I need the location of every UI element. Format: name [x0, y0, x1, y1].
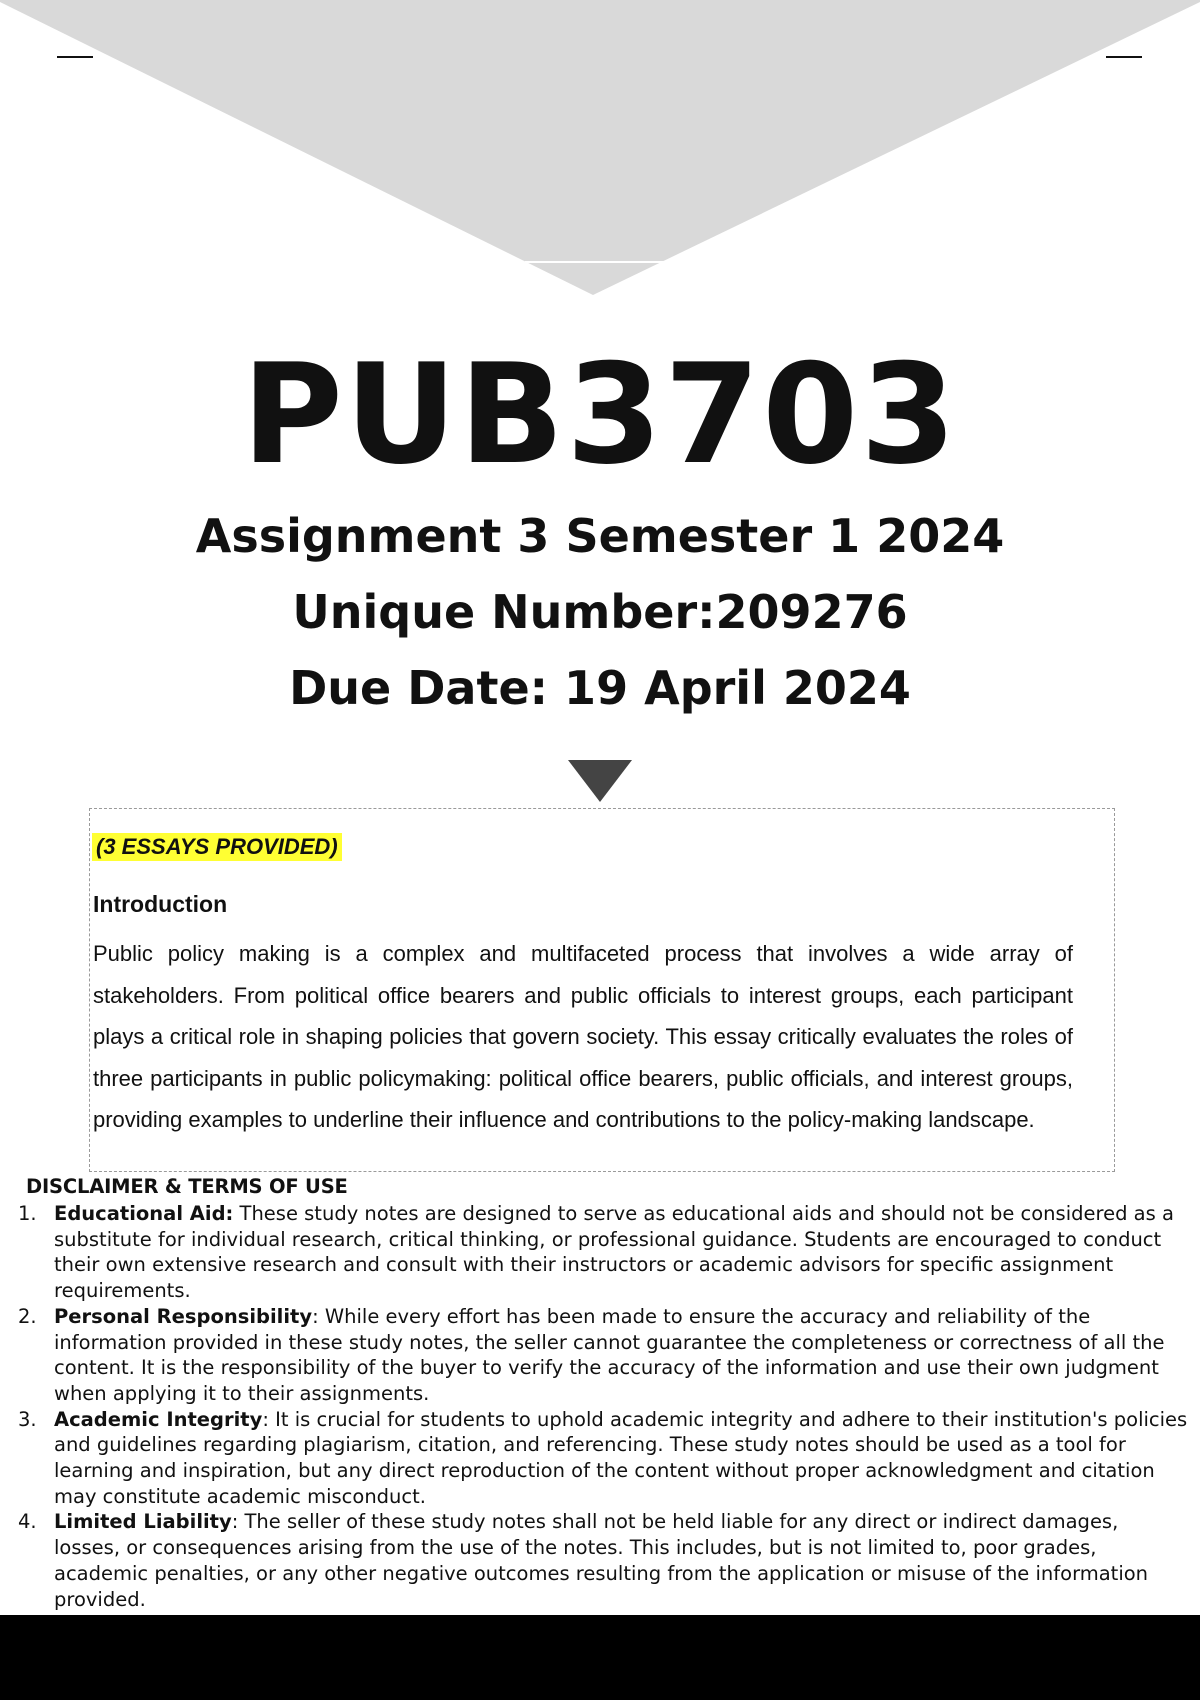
assignment-subtitle: Assignment 3 Semester 1 2024: [195, 509, 1005, 563]
disclaimer-heading: DISCLAIMER & TERMS OF USE: [26, 1175, 348, 1198]
disclaimer-item-personal-responsibility: [0, 1304, 1200, 1407]
disclaimer-item-title: Academic Integrity: [54, 1407, 263, 1431]
bottom-black-bar: [0, 1615, 1200, 1700]
disclaimer-item-title: Educational Aid:: [54, 1202, 234, 1225]
header-chevron-banner: [0, 0, 1200, 300]
list-number: 2.: [18, 1304, 37, 1328]
disclaimer-item-title: Personal Responsibility: [54, 1304, 313, 1328]
disclaimer-item-text: These study notes are designed to serve as educational aids and should not be considered as a substitute for individual research, critical thinking, or professional guidance. Students are encouraged to conduct their own extensive research and consult with their instructors or academic advisors for specific assignment requirements.: [54, 1202, 1174, 1303]
disclaimer-list: [0, 1201, 1200, 1612]
unique-number: Unique Number:209276: [292, 585, 908, 639]
list-number: 3.: [18, 1407, 37, 1431]
disclaimer-item-limited-liability: [0, 1509, 1200, 1612]
triangle-down-icon: [568, 760, 632, 802]
corner-rule-left: [57, 56, 93, 58]
essays-provided-badge: (3 ESSAYS PROVIDED): [92, 833, 342, 861]
disclaimer-item-text: : It is crucial for students to uphold academic integrity and adhere to their institution's policies and guidelines regarding plagiarism, citation, and referencing. These study notes should be used as a tool for learning and inspiration, but any direct reproduction of the content without proper acknowledgment and citation may constitute academic misconduct.: [54, 1407, 1188, 1508]
introduction-heading: Introduction: [93, 891, 228, 917]
essay-preview-box: [89, 808, 1115, 1172]
disclaimer-item-academic-integrity: [0, 1407, 1200, 1510]
corner-rule-right: [1106, 56, 1142, 58]
introduction-paragraph: Public policy making is a complex and multifaceted process that involves a wide array of stakeholders. From political office bearers and public officials to interest groups, each participant plays a critical role in shaping policies that govern society. This essay critically evaluates the roles of three participants in public policymaking: political office bearers, public officials, and interest groups, providing examples to underline their influence and contributions to the policy-making landscape.: [93, 941, 1073, 1132]
disclaimer-item-text: : While every effort has been made to ensure the accuracy and reliability of the information provided in these study notes, the seller cannot guarantee the completeness or correctness of all the content. It is the responsibility of the buyer to verify the accuracy of the information and use their own judgment when applying it to their assignments.: [54, 1304, 1165, 1405]
list-number: 1.: [18, 1202, 37, 1225]
disclaimer-item-educational-aid: [0, 1201, 1200, 1304]
due-date: Due Date: 19 April 2024: [289, 661, 911, 715]
course-code-title: PUB3703: [241, 334, 959, 495]
disclaimer-item-title: Limited Liability: [54, 1510, 232, 1534]
disclaimer-item-text: : The seller of these study notes shall not be held liable for any direct or indirect damages, losses, or consequences arising from the use of the notes. This includes, but is not limited to, poor grades, academic penalties, or any other negative outcomes resulting from the application or misuse of the information provided.: [54, 1510, 1149, 1611]
list-number: 4.: [18, 1510, 37, 1534]
